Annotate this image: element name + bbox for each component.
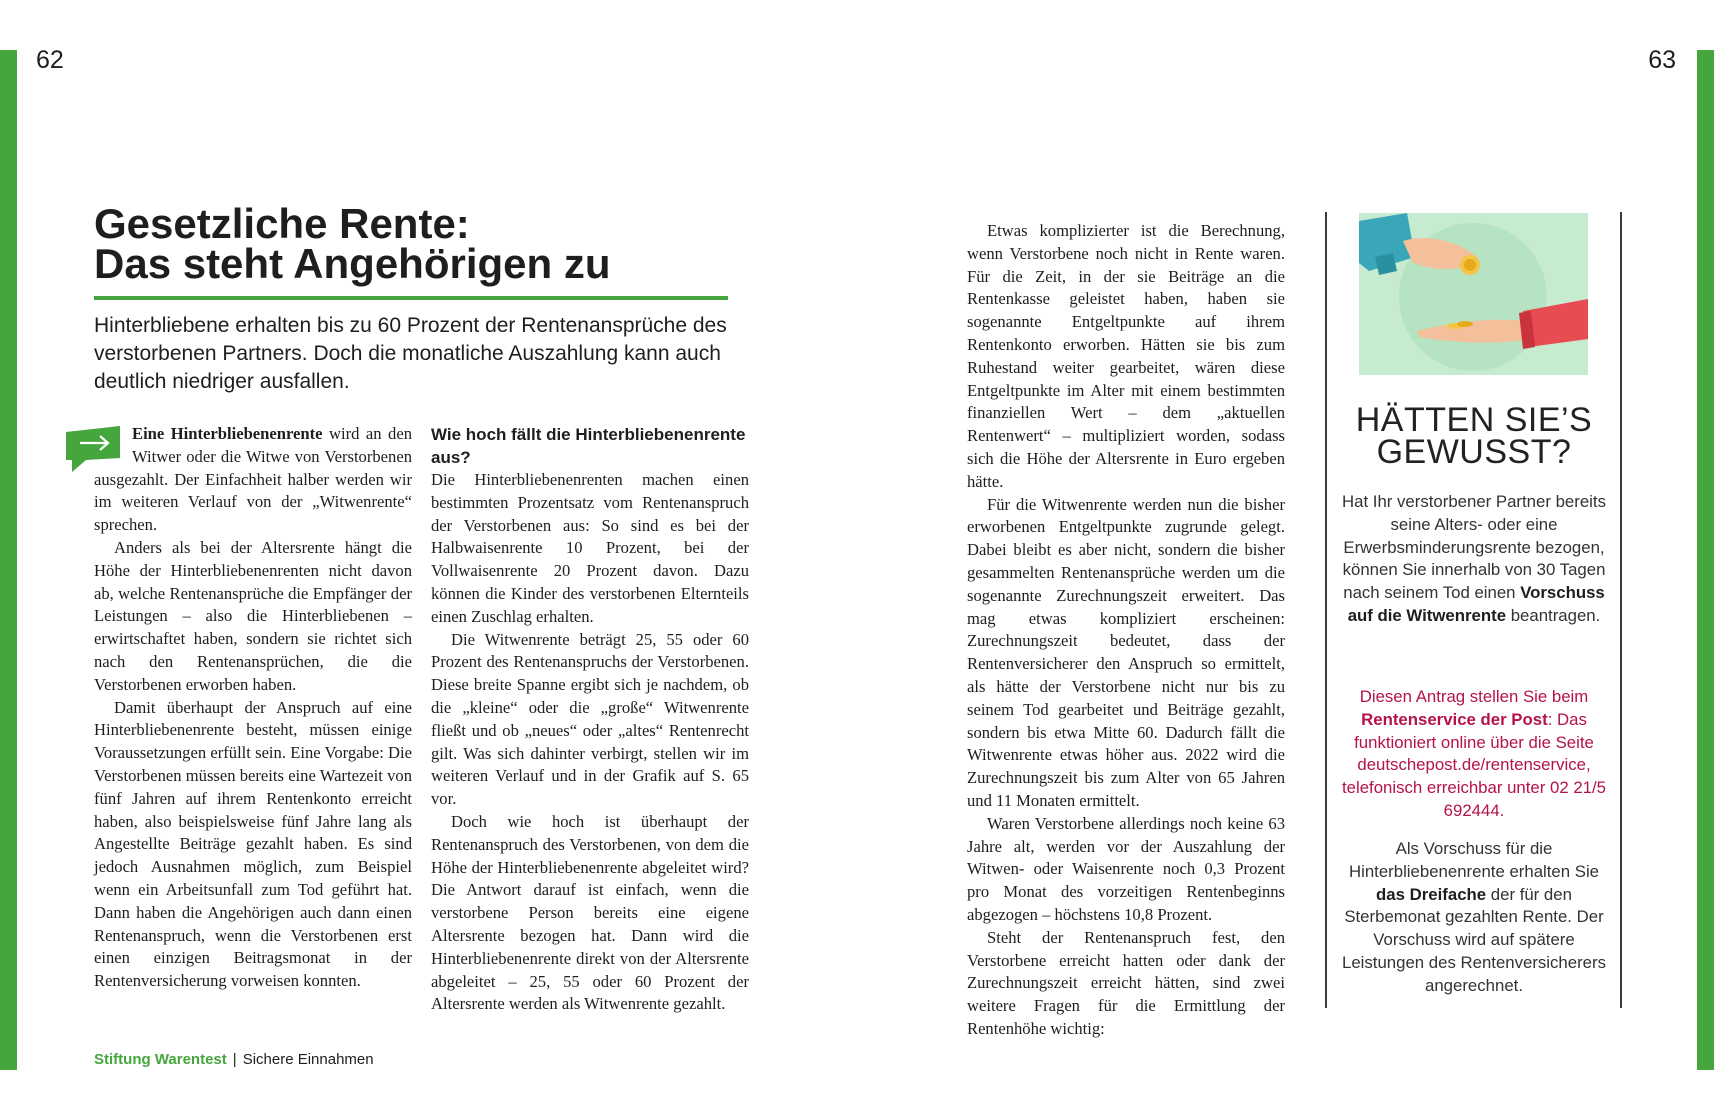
paragraph: Für die Witwenrente werden nun die bisher erworbenen Entgeltpunkte zugrunde gelegt. Dabei bleibt es aber nicht, sondern die bisher gesammelten Rentenansprüche werden um die sogenannte Zurechnungszeit erweitert. Das mag etwas kompliziert erscheinen: Zurechnungszeit bedeutet, dass der Rentenversicherer den Anspruch so ermittelt, als hätte der Verstorbene nicht nur bis zu seinem Tod gearbeitet und Beiträge gezahlt, sondern bis etwa Mitte 60. Dadurch fällt die Witwenrente etwas höher aus. 2022 wird die Zurechnungszeit bis zum Alter von 65 Jahren und 11 Monaten ermittelt. xyxy=(967,494,1285,810)
sidebar-text: : Das funktioniert online über die Seite deutschepost.de/rentenservice, telefonisch erreichbar unter 02 21/5 692444. xyxy=(1342,709,1607,820)
article-title-line2: Das steht Angehörigen zu xyxy=(94,240,611,287)
footer-book-title: Sichere Einnahmen xyxy=(242,1051,374,1068)
page-number-right: 63 xyxy=(1648,46,1676,74)
paragraph: Damit überhaupt der Anspruch auf eine Hinterbliebenenrente besteht, müssen einige Voraussetzungen erfüllt sein. Eine Vorgabe: Die Verstorbenen müssen bereits eine Wartezeit von fünf Jahren auf ihrem Rentenkonto erreicht haben, also beispielsweise fünf Jahre lang als Angestellte Beiträge gezahlt haben. Es sind jedoch Ausnahmen möglich, zum Beispiel wenn ein Arbeitsunfall zum Tod geführt hat. Dann haben die Angehörigen auch dann einen Rentenanspruch, wenn die Verstorbenen erst einen einzigen Beitragsmonat in der Rentenversicherung vorweisen konnten. xyxy=(94,697,412,991)
paragraph-text: wird an den Witwer oder die Witwe von Verstorbenen ausgezahlt. Der Einfachheit halber werden wir im weiteren Verlauf von der „Witwenrente“ sprechen. xyxy=(94,424,412,535)
sidebar-paragraph xyxy=(1342,838,1606,998)
sidebar-text: Diesen Antrag stellen Sie beim xyxy=(1359,687,1589,706)
article-lead: Hinterbliebene erhalten bis zu 60 Prozent der Rentenansprüche des verstorbenen Partners. Doch die monatliche Auszahlung kann auch deutlich niedriger ausfallen. xyxy=(94,314,727,393)
sidebar-paragraph-highlight xyxy=(1342,686,1606,823)
paragraph: Die Hinterbliebenenrenten machen einen bestimmten Prozentsatz vom Rentenanspruch der Verstorbenen aus: So sind es bei der Halbwaisenrente 10 Prozent, bei der Vollwaisenrente 20 Prozent davon. Dazu können die Kinder des verstorbenen Elternteils einen Zuschlag erhalten. xyxy=(431,470,749,626)
footer-brand: Stiftung Warentest xyxy=(94,1051,227,1068)
coin-handover-illustration xyxy=(1359,213,1588,375)
paragraph xyxy=(94,423,412,537)
sidebar-emphasis: Rentenservice der Post xyxy=(1361,709,1548,729)
title-underline xyxy=(94,296,728,300)
paragraph: Doch wie hoch ist überhaupt der Rentenanspruch des Verstorbenen, von dem die Höhe der Hinterbliebenenrente abgeleitet wird? Die Antwort darauf ist einfach, wenn die verstorbene Person bereits eine eigene Altersrente bezogen hat. Dann wird die Hinterbliebenenrente direkt von der Altersrente abgeleitet – 25, 55 oder 60 Prozent der Altersrente werden als Witwenrente gezahlt. xyxy=(431,811,749,1014)
section-heading: Wie hoch fällt die Hinterbliebenenrente aus? xyxy=(431,425,746,467)
lead-in-phrase: Eine Hinterbliebenenrente xyxy=(132,424,323,443)
sidebar-text: beantragen. xyxy=(1506,605,1601,625)
sidebar-paragraph xyxy=(1342,491,1606,628)
page-edge-bar-right xyxy=(1697,50,1714,1070)
paragraph: Waren Verstorbene allerdings noch keine 63 Jahre alt, werden vor der Auszahlung der Witwen- oder Waisenrente noch 0,3 Prozent pro Monat des vorzeitigen Rentenbeginns abgezogen – höchstens 10,8 Prozent. xyxy=(967,813,1285,924)
footer-separator: | xyxy=(232,1051,237,1068)
sidebar-emphasis: Vorschuss auf die Witwenrente xyxy=(1347,583,1605,625)
page-edge-bar-left xyxy=(0,50,17,1070)
sidebar-title-line2: GEWUSST? xyxy=(1376,433,1572,471)
sidebar-text: Als Vorschuss für die Hinterbliebenenrente erhalten Sie xyxy=(1348,839,1600,881)
sidebar-title xyxy=(1340,401,1608,471)
article-title-line1: Gesetzliche Rente: xyxy=(94,200,470,247)
sidebar-text: der für den Sterbemonat gezahlten Rente. Der Vorschuss wird auf spätere Leistungen des Rentenversicherers angerechnet. xyxy=(1342,884,1606,995)
paragraph: Steht der Rentenanspruch fest, den Verstorbene erreicht hatten oder dank der Zurechnungszeit erreicht hätten, sind zwei weitere Fragen für die Ermittlung der Rentenhöhe wichtig: xyxy=(967,927,1285,1038)
page-number-left: 62 xyxy=(36,46,64,74)
text-column-1 xyxy=(94,423,412,993)
text-column-2 xyxy=(431,423,749,1016)
sidebar-border-left xyxy=(1325,212,1327,1008)
sidebar-border-right xyxy=(1620,212,1622,1008)
sidebar-text: Hat Ihr verstorbener Partner bereits seine Alters- oder eine Erwerbsminderungsrente bezogen, können Sie innerhalb von 30 Tagen nach seinem Tod einen xyxy=(1342,492,1606,603)
page-footer xyxy=(94,1051,374,1068)
paragraph: Etwas komplizierter ist die Berechnung, wenn Verstorbene noch nicht in Rente waren. Für die Zeit, in der sie Beiträge an die Rentenkasse geleistet haben, haben sie sogenannte Entgeltpunkte auf ihrem Rentenkonto erworben. Hätten sie bis zum Ruhestand weiter gearbeitet, wären diese Entgeltpunkte im Alter mit einem bestimmten finanziellen Wert – dem „aktuellen Rentenwert“ – multipliziert worden, sodass sich die Höhe der Altersrente in Euro ergeben hätte. xyxy=(967,221,1285,491)
paragraph: Die Witwenrente beträgt 25, 55 oder 60 Prozent des Rentenanspruchs der Verstorbenen. Diese breite Spanne ergibt sich je nachdem, ob die „kleine“ oder die „große“ Witwenrente fließt und ob „neues“ oder „altes“ Rentenrecht gilt. Was sich dahinter verbirgt, stellen wir im weiteren Verlauf und in der Grafik auf S. 65 vor. xyxy=(431,629,749,809)
sidebar-title-line1: HÄTTEN SIE’S xyxy=(1355,401,1593,439)
paragraph: Anders als bei der Altersrente hängt die Höhe der Hinterbliebenenrenten nicht davon ab, welche Rentenansprüche die Empfänger der Leistungen – also die Hinterbliebenen – erwirtschaftet haben, sondern sie richtet sich nach den Rentenansprüchen, die die Verstorbenen erworben haben. xyxy=(94,537,412,694)
text-column-3 xyxy=(967,220,1285,1041)
article-title xyxy=(94,200,774,287)
sidebar-emphasis: das Dreifache xyxy=(1376,884,1487,904)
